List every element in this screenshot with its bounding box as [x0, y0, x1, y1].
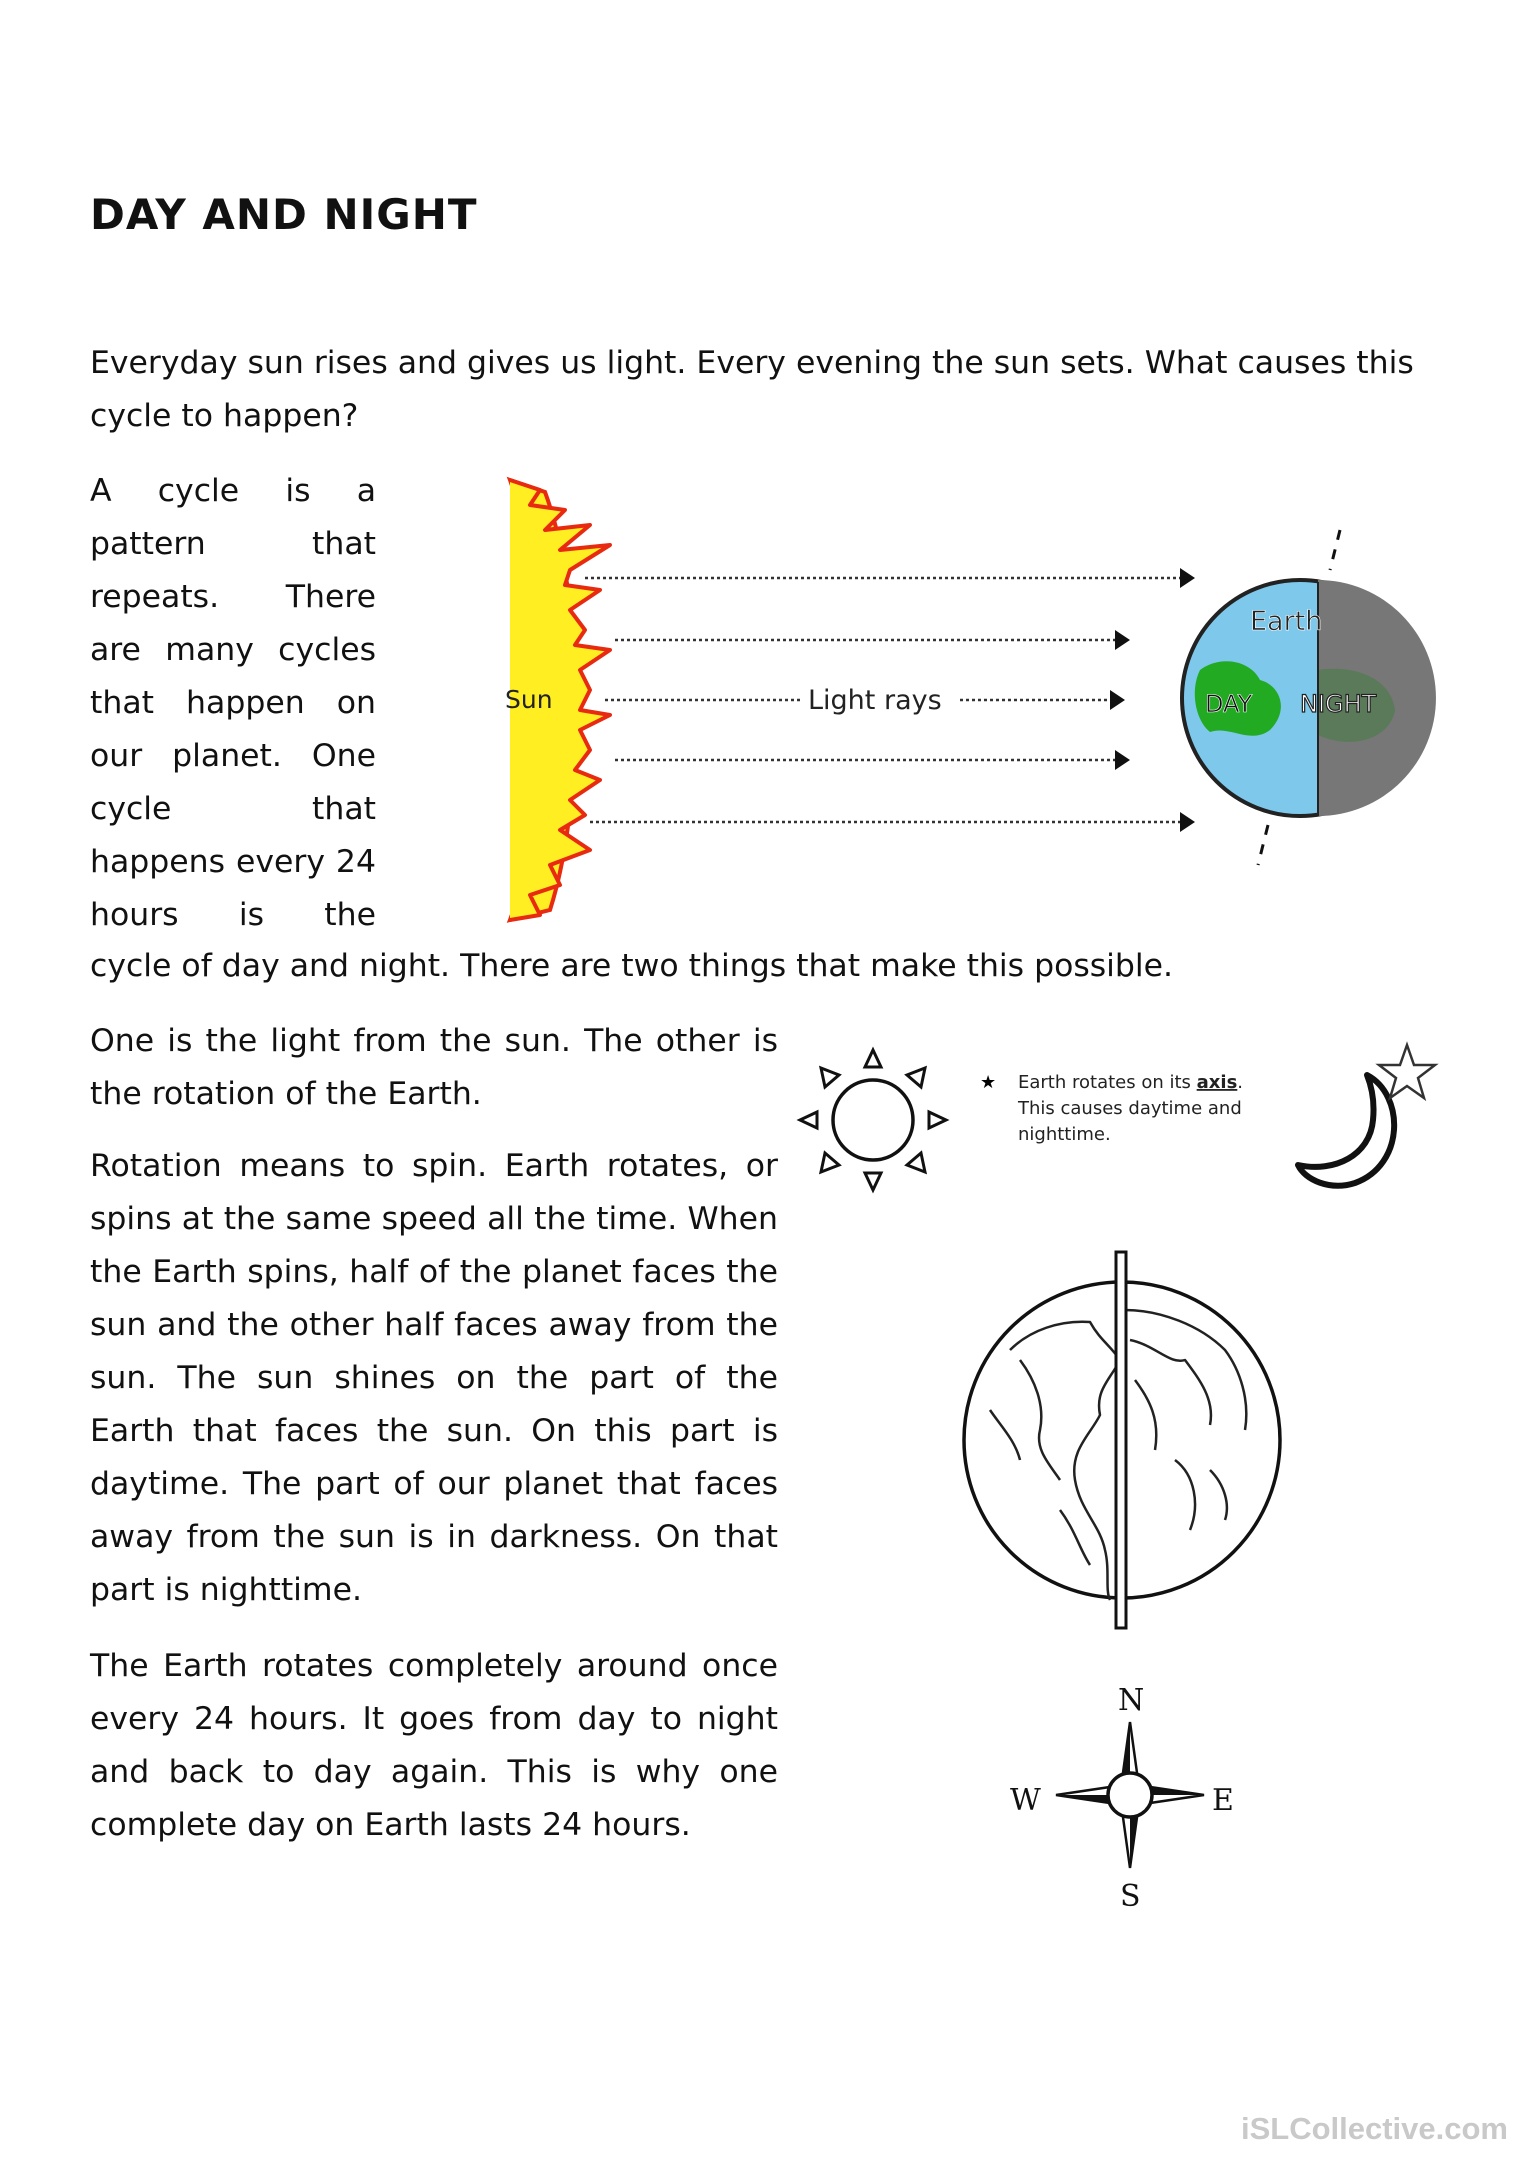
sun-earth-diagram [490, 470, 1420, 930]
svg-text:Earth rotates on its axi [1018, 1072, 1243, 1093]
sun-label: Sun [505, 685, 553, 714]
complete-day-paragraph: The Earth rotates completely around once every 24 hours. It goes from day to night and back to day again. This is why one complete day on Earth lasts 24 hours. [90, 1648, 778, 1843]
compass-east-label: E [1212, 1783, 1234, 1818]
axis-note-line3: nighttime. [1018, 1124, 1111, 1145]
light-rays-label: Light rays [808, 685, 942, 716]
compass-south-label: S [1120, 1879, 1141, 1914]
sun-icon [795, 1045, 955, 1195]
cycle-paragraph: A cycle is a pattern that repeats. There are many cycles that happen on our planet. One cycle that happens every 24 hours is the [90, 473, 376, 933]
rotation-paragraph: Rotation means to spin. Earth rotates, or spins at the same speed all the time. When the Earth spins, half of the planet faces the sun and the other half faces away from the sun. The sun shines on the part of the Earth that faces the sun. On this part is daytime. The part of our planet that faces away from the sun is in darkness. On that part is nighttime. [90, 1148, 778, 1608]
star-icon [1379, 1045, 1435, 1098]
watermark: iSLCollective.com [1240, 2111, 1508, 2146]
page-title: DAY AND NIGHT [90, 190, 478, 239]
compass-icon [1010, 1680, 1250, 1914]
intro-paragraph: Everyday sun rises and gives us light. Every evening the sun sets. What causes this cycle to happen? [90, 345, 1414, 434]
compass-north-label: N [1118, 1683, 1145, 1718]
axis-note [980, 1070, 1300, 1170]
axis-note-axis-word: axis [1196, 1072, 1238, 1093]
axis-note-period: . [1237, 1072, 1244, 1093]
day-label: DAY [1205, 690, 1253, 718]
light-paragraph: One is the light from the sun. The other is the rotation of the Earth. [90, 1023, 778, 1112]
moon-icon [1298, 1075, 1394, 1186]
axis-note-line2: This causes daytime and [1018, 1098, 1242, 1119]
night-label: NIGHT [1300, 690, 1377, 718]
compass-west-label: W [1010, 1783, 1041, 1818]
moon-and-star [1295, 1035, 1445, 1195]
note-star-icon: ★ [980, 1072, 997, 1093]
cycle-paragraph-end: cycle of day and night. There are two things that make this possible. [90, 948, 1174, 984]
globe-icon [960, 1250, 1290, 1630]
earth-label: Earth [1250, 606, 1323, 637]
axis-note-line1: Earth rotates on its [1018, 1072, 1191, 1093]
